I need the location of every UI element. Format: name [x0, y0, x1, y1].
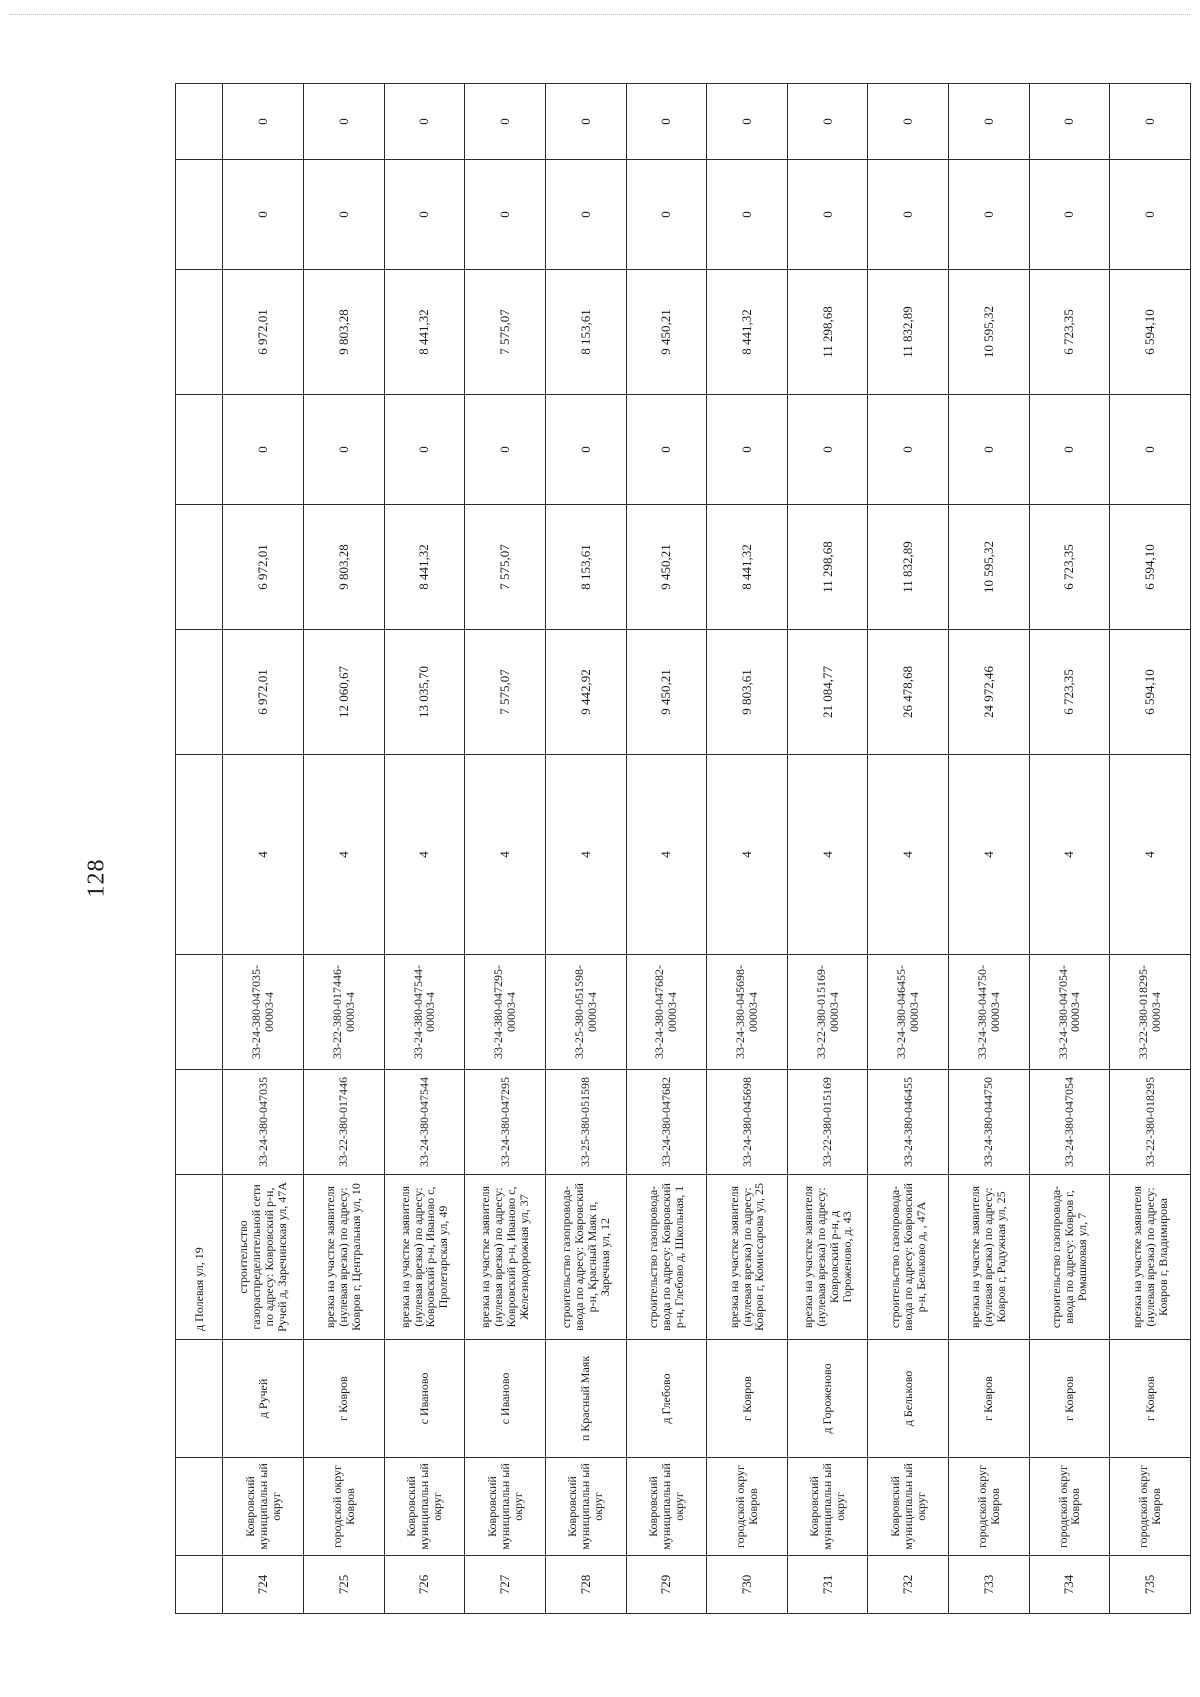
district-cell: Ковровский муниципальн ый округ: [384, 1458, 465, 1556]
application-number-cell: 33-22-380-018295: [1110, 1070, 1191, 1175]
table-row: [868, 84, 949, 1614]
header-cell-empty: [176, 395, 223, 505]
row-number-cell: 728: [545, 1556, 626, 1614]
amount-col-4-cell: 0: [545, 160, 626, 270]
application-number-cell: 33-24-380-047544: [384, 1070, 465, 1175]
total-amount-cell: 9 450,21: [626, 630, 707, 755]
category-cell: 4: [384, 755, 465, 955]
row-number-cell: 725: [304, 1556, 385, 1614]
district-cell: Ковровский муниципальн ый округ: [465, 1458, 546, 1556]
amount-col-3-cell: 8 441,32: [707, 270, 788, 395]
work-description-cell: врезка на участке заявителя (нулевая врезка) по адресу: Ковровский р-н, Иваново с, Пролетарская ул, 49: [384, 1175, 465, 1340]
header-cell-empty: [176, 270, 223, 395]
table-row: [949, 84, 1030, 1614]
table-row: [465, 84, 546, 1614]
contract-number-cell: 33-24-380-047054-00003-4: [1029, 955, 1110, 1070]
total-amount-cell: 7 575,07: [465, 630, 546, 755]
row-number-cell: 734: [1029, 1556, 1110, 1614]
amount-col-2-cell: 0: [626, 395, 707, 505]
amount-col-3-cell: 6 594,10: [1110, 270, 1191, 395]
amount-col-1-cell: 8 441,32: [384, 505, 465, 630]
amount-col-1-cell: 11 298,68: [787, 505, 868, 630]
amount-col-3-cell: 8 441,32: [384, 270, 465, 395]
total-amount-cell: 21 084,77: [787, 630, 868, 755]
header-cell-empty: [176, 1340, 223, 1458]
amount-col-1-cell: 9 803,28: [304, 505, 385, 630]
amount-col-4-cell: 0: [949, 160, 1030, 270]
locality-cell: д Глебово: [626, 1340, 707, 1458]
application-number-cell: 33-24-380-044750: [949, 1070, 1030, 1175]
amount-col-5-cell: 0: [787, 84, 868, 160]
district-cell: городской округ Ковров: [707, 1458, 788, 1556]
district-cell: Ковровский муниципальн ый округ: [868, 1458, 949, 1556]
row-number-cell: 730: [707, 1556, 788, 1614]
contract-number-cell: 33-24-380-045698-00003-4: [707, 955, 788, 1070]
table-row: [787, 84, 868, 1614]
work-description-cell: строительство газопровода-ввода по адресу: Ковровский р-н, Бельково д, , 47А: [868, 1175, 949, 1340]
contract-number-cell: 33-24-380-047035-00003-4: [223, 955, 304, 1070]
amount-col-4-cell: 0: [707, 160, 788, 270]
total-amount-cell: 6 594,10: [1110, 630, 1191, 755]
table-row: [384, 84, 465, 1614]
amount-col-1-cell: 8 441,32: [707, 505, 788, 630]
work-description-cell: врезка на участке заявителя (нулевая врезка) по адресу: Ковров г, Центральная ул, 10: [304, 1175, 385, 1340]
amount-col-3-cell: 9 803,28: [304, 270, 385, 395]
total-amount-cell: 24 972,46: [949, 630, 1030, 755]
gas-connection-table: [175, 83, 1191, 1614]
contract-number-cell: 33-25-380-051598-00003-4: [545, 955, 626, 1070]
work-description-cell: врезка на участке заявителя (нулевая врезка) по адресу: Ковров г, Радужная ул, 25: [949, 1175, 1030, 1340]
category-cell: 4: [304, 755, 385, 955]
header-cell-empty: [176, 755, 223, 955]
total-amount-cell: 6 972,01: [223, 630, 304, 755]
amount-col-2-cell: 0: [223, 395, 304, 505]
table-row: [626, 84, 707, 1614]
table-row: [707, 84, 788, 1614]
application-number-cell: 33-24-380-046455: [868, 1070, 949, 1175]
header-cell-empty: [176, 1556, 223, 1614]
contract-number-cell: 33-24-380-047295-00003-4: [465, 955, 546, 1070]
amount-col-2-cell: 0: [787, 395, 868, 505]
application-number-cell: 33-24-380-045698: [707, 1070, 788, 1175]
amount-col-5-cell: 0: [304, 84, 385, 160]
amount-col-2-cell: 0: [1029, 395, 1110, 505]
row-number-cell: 735: [1110, 1556, 1191, 1614]
district-cell: Ковровский муниципальн ый округ: [545, 1458, 626, 1556]
amount-col-3-cell: 6 972,01: [223, 270, 304, 395]
category-cell: 4: [545, 755, 626, 955]
application-number-cell: 33-22-380-017446: [304, 1070, 385, 1175]
amount-col-3-cell: 11 832,89: [868, 270, 949, 395]
amount-col-5-cell: 0: [707, 84, 788, 160]
scan-edge-line: [10, 14, 1190, 15]
amount-col-5-cell: 0: [1110, 84, 1191, 160]
row-number-cell: 724: [223, 1556, 304, 1614]
contract-number-cell: 33-24-380-047682-00003-4: [626, 955, 707, 1070]
row-number-cell: 726: [384, 1556, 465, 1614]
table-row: [1110, 84, 1191, 1614]
row-number-cell: 729: [626, 1556, 707, 1614]
row-number-cell: 731: [787, 1556, 868, 1614]
amount-col-4-cell: 0: [304, 160, 385, 270]
table-row: [223, 84, 304, 1614]
locality-cell: с Иваново: [465, 1340, 546, 1458]
contract-number-cell: 33-22-380-018295-00003-4: [1110, 955, 1191, 1070]
locality-cell: д Ручей: [223, 1340, 304, 1458]
row-number-cell: 732: [868, 1556, 949, 1614]
amount-col-5-cell: 0: [626, 84, 707, 160]
work-description-cell: врезка на участке заявителя (нулевая врезка) по адресу: Ковровский р-н, Иваново с, Железнодорожная ул, 37: [465, 1175, 546, 1340]
locality-cell: с Иваново: [384, 1340, 465, 1458]
table-body: [176, 84, 1191, 1614]
header-cell-empty: [176, 160, 223, 270]
category-cell: 4: [949, 755, 1030, 955]
work-description-cell: врезка на участке заявителя (нулевая врезка) по адресу: Ковров г, Владимирова: [1110, 1175, 1191, 1340]
work-description-cell: строительство газораспределительной сети по адресу: Ковровский р-н, Ручей д, Заречинская ул, 47А: [223, 1175, 304, 1340]
amount-col-1-cell: 10 595,32: [949, 505, 1030, 630]
district-cell: городской округ Ковров: [1110, 1458, 1191, 1556]
application-number-cell: 33-22-380-015169: [787, 1070, 868, 1175]
application-number-cell: 33-25-380-051598: [545, 1070, 626, 1175]
table-row: [545, 84, 626, 1614]
amount-col-2-cell: 0: [465, 395, 546, 505]
amount-col-2-cell: 0: [868, 395, 949, 505]
amount-col-1-cell: 9 450,21: [626, 505, 707, 630]
district-cell: городской округ Ковров: [304, 1458, 385, 1556]
work-description-cell: врезка на участке заявителя (нулевая врезка) по адресу: Ковровский р-н, д Гороженово, д. 43: [787, 1175, 868, 1340]
amount-col-1-cell: 6 723,35: [1029, 505, 1110, 630]
total-amount-cell: 9 803,61: [707, 630, 788, 755]
category-cell: 4: [868, 755, 949, 955]
total-amount-cell: 13 035,70: [384, 630, 465, 755]
amount-col-1-cell: 6 594,10: [1110, 505, 1191, 630]
application-number-cell: 33-24-380-047682: [626, 1070, 707, 1175]
amount-col-1-cell: 8 153,61: [545, 505, 626, 630]
category-cell: 4: [1110, 755, 1191, 955]
amount-col-4-cell: 0: [223, 160, 304, 270]
rotated-table-sheet: [175, 84, 1191, 1614]
contract-number-cell: 33-24-380-044750-00003-4: [949, 955, 1030, 1070]
header-cell-empty: [176, 1458, 223, 1556]
category-cell: 4: [707, 755, 788, 955]
amount-col-5-cell: 0: [223, 84, 304, 160]
amount-col-5-cell: 0: [545, 84, 626, 160]
district-cell: городской округ Ковров: [1029, 1458, 1110, 1556]
amount-col-5-cell: 0: [1029, 84, 1110, 160]
header-cell-empty: [176, 630, 223, 755]
locality-cell: д Гороженово: [787, 1340, 868, 1458]
locality-cell: г Ковров: [949, 1340, 1030, 1458]
work-description-cell: строительство газопровода-ввода по адресу: Ковров г, Ромашковая ул, 7: [1029, 1175, 1110, 1340]
total-amount-cell: 6 723,35: [1029, 630, 1110, 755]
row-number-cell: 733: [949, 1556, 1030, 1614]
locality-cell: г Ковров: [304, 1340, 385, 1458]
contract-number-cell: 33-24-380-047544-00003-4: [384, 955, 465, 1070]
header-cell-empty: [176, 505, 223, 630]
amount-col-2-cell: 0: [949, 395, 1030, 505]
category-cell: 4: [465, 755, 546, 955]
amount-col-5-cell: 0: [949, 84, 1030, 160]
address-continuation-cell: д Полевая ул, 19: [176, 1175, 223, 1340]
locality-cell: г Ковров: [707, 1340, 788, 1458]
application-number-cell: 33-24-380-047035: [223, 1070, 304, 1175]
district-cell: Ковровский муниципальн ый округ: [626, 1458, 707, 1556]
amount-col-2-cell: 0: [545, 395, 626, 505]
district-cell: городской округ Ковров: [949, 1458, 1030, 1556]
category-cell: 4: [1029, 755, 1110, 955]
amount-col-2-cell: 0: [384, 395, 465, 505]
amount-col-2-cell: 0: [707, 395, 788, 505]
contract-number-cell: 33-22-380-015169-00003-4: [787, 955, 868, 1070]
amount-col-2-cell: 0: [1110, 395, 1191, 505]
table-row: [1029, 84, 1110, 1614]
amount-col-2-cell: 0: [304, 395, 385, 505]
amount-col-3-cell: 11 298,68: [787, 270, 868, 395]
district-cell: Ковровский муниципальн ый округ: [223, 1458, 304, 1556]
work-description-cell: врезка на участке заявителя (нулевая врезка) по адресу: Ковров г, Комиссарова ул, 25: [707, 1175, 788, 1340]
amount-col-4-cell: 0: [384, 160, 465, 270]
amount-col-4-cell: 0: [1110, 160, 1191, 270]
application-number-cell: 33-24-380-047295: [465, 1070, 546, 1175]
amount-col-1-cell: 7 575,07: [465, 505, 546, 630]
locality-cell: д Бельково: [868, 1340, 949, 1458]
locality-cell: г Ковров: [1110, 1340, 1191, 1458]
category-cell: 4: [223, 755, 304, 955]
total-amount-cell: 26 478,68: [868, 630, 949, 755]
amount-col-5-cell: 0: [868, 84, 949, 160]
amount-col-4-cell: 0: [1029, 160, 1110, 270]
header-cell-empty: [176, 1070, 223, 1175]
amount-col-4-cell: 0: [868, 160, 949, 270]
table-row: [304, 84, 385, 1614]
page-number: 128: [83, 858, 110, 898]
work-description-cell: строительство газопровода-ввода по адресу: Ковровский р-н, Красный Маяк п, Заречная ул, 12: [545, 1175, 626, 1340]
row-number-cell: 727: [465, 1556, 546, 1614]
amount-col-3-cell: 6 723,35: [1029, 270, 1110, 395]
work-description-cell: строительство газопровода-ввода по адресу: Ковровский р-н, Глебово д, Школьная, 1: [626, 1175, 707, 1340]
amount-col-4-cell: 0: [465, 160, 546, 270]
locality-cell: п Красный Маяк: [545, 1340, 626, 1458]
amount-col-5-cell: 0: [384, 84, 465, 160]
amount-col-5-cell: 0: [465, 84, 546, 160]
contract-number-cell: 33-22-380-017446-00003-4: [304, 955, 385, 1070]
amount-col-3-cell: 9 450,21: [626, 270, 707, 395]
category-cell: 4: [787, 755, 868, 955]
category-cell: 4: [626, 755, 707, 955]
amount-col-1-cell: 6 972,01: [223, 505, 304, 630]
total-amount-cell: 9 442,92: [545, 630, 626, 755]
amount-col-3-cell: 10 595,32: [949, 270, 1030, 395]
total-amount-cell: 12 060,67: [304, 630, 385, 755]
amount-col-1-cell: 11 832,89: [868, 505, 949, 630]
locality-cell: г Ковров: [1029, 1340, 1110, 1458]
header-cell-empty: [176, 955, 223, 1070]
amount-col-3-cell: 8 153,61: [545, 270, 626, 395]
header-cell-empty: [176, 84, 223, 160]
district-cell: Ковровский муниципальн ый округ: [787, 1458, 868, 1556]
amount-col-4-cell: 0: [787, 160, 868, 270]
contract-number-cell: 33-24-380-046455-00003-4: [868, 955, 949, 1070]
amount-col-4-cell: 0: [626, 160, 707, 270]
table-row-header-continuation: [176, 84, 223, 1614]
application-number-cell: 33-24-380-047054: [1029, 1070, 1110, 1175]
amount-col-3-cell: 7 575,07: [465, 270, 546, 395]
